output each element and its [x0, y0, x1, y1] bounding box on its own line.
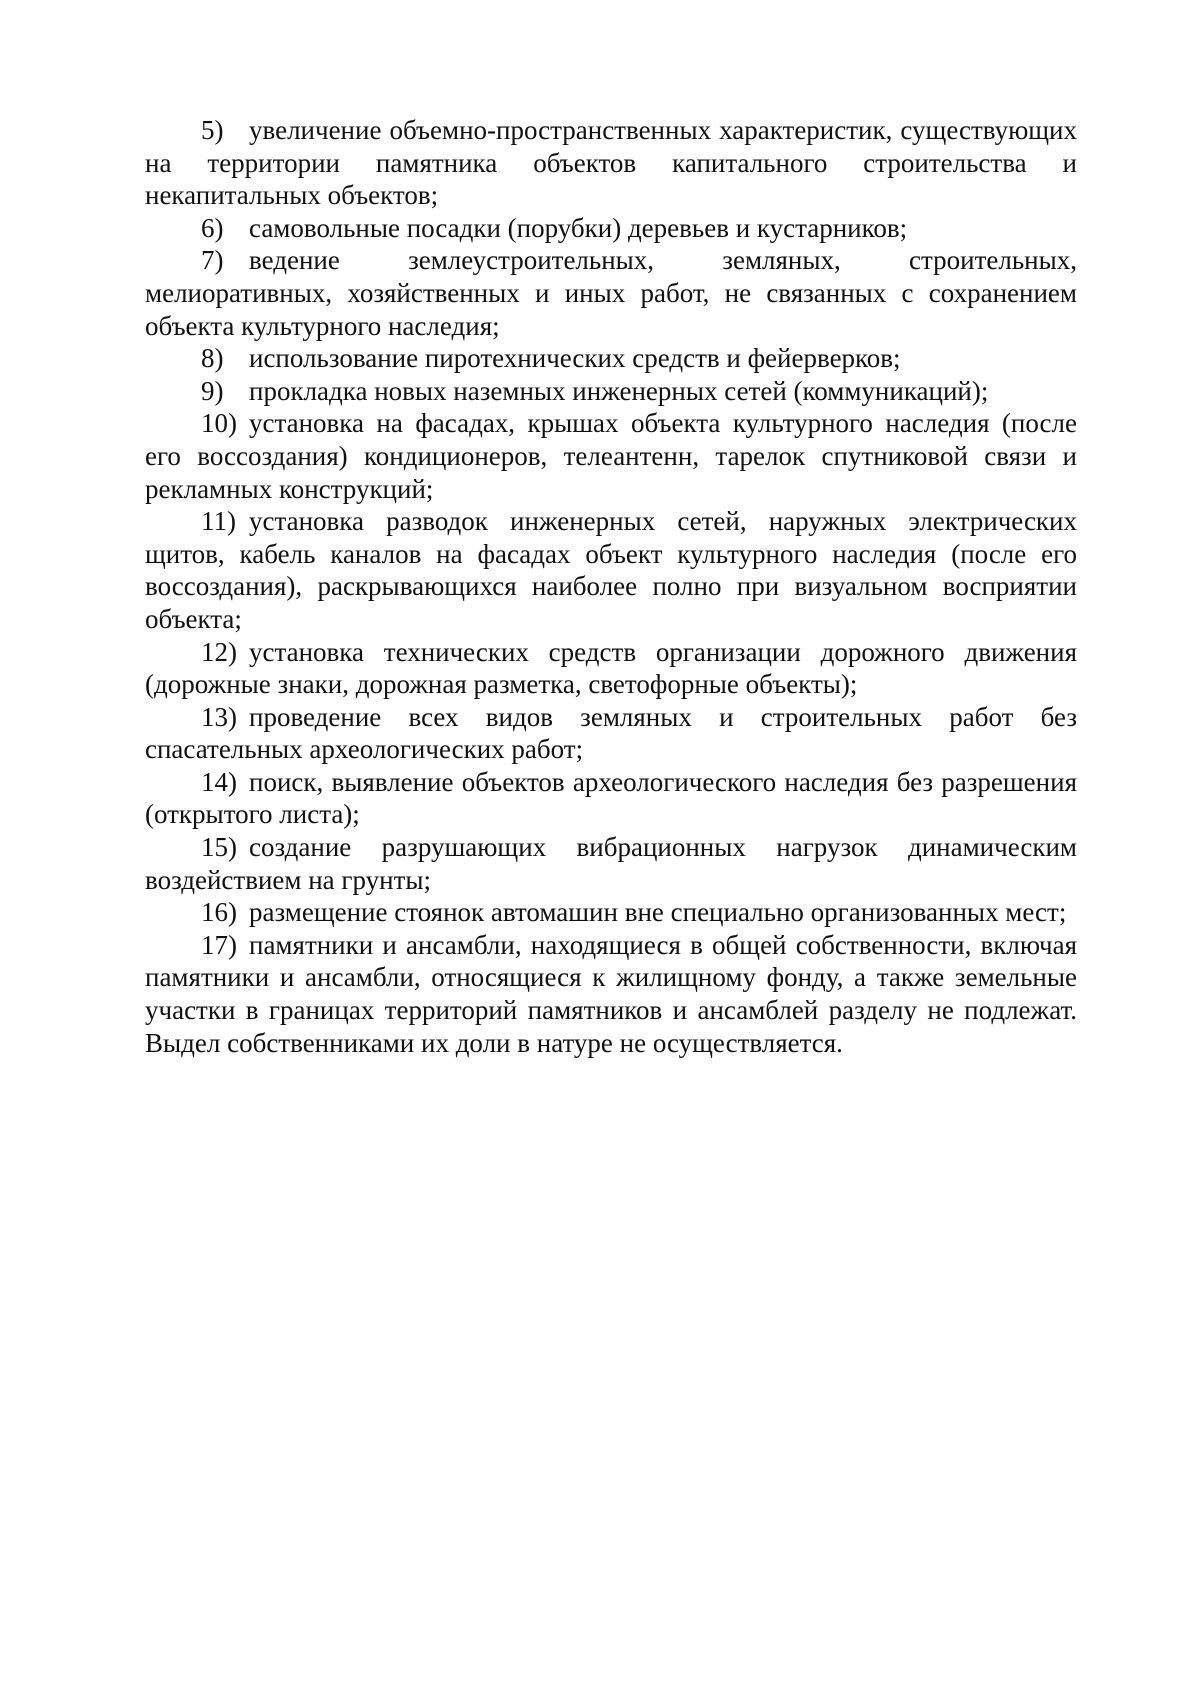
item-text: установка технических средств организации дорожного движения (дорожные знаки, дорожная разметка, светофорные объекты); [145, 636, 1077, 700]
list-item [145, 212, 1077, 245]
item-text: использование пиротехнических средств и фейерверков; [249, 343, 901, 374]
item-text: прокладка новых наземных инженерных сетей (коммуникаций); [249, 375, 989, 406]
list-item [145, 831, 1077, 896]
item-number: 17) [201, 929, 237, 960]
list-item [145, 505, 1077, 635]
item-number: 16) [201, 897, 237, 928]
list-item [145, 896, 1077, 929]
item-text: самовольные посадки (порубки) деревьев и кустарников; [249, 212, 908, 243]
item-number: 10) [201, 408, 237, 439]
item-number: 15) [201, 832, 237, 863]
list-item [145, 407, 1077, 505]
item-text: памятники и ансамбли, находящиеся в общей собственности, включая памятники и ансамбли, относящиеся к жилищному фонду, а также земельные участки в границах территорий памятников и ансамблей разделу не подлежат. Выдел собственниками их доли в натуре не осуществляется. [145, 929, 1077, 1058]
list-item [145, 929, 1077, 1059]
item-text: размещение стоянок автомашин вне специально организованных мест; [249, 897, 1067, 928]
item-text: создание разрушающих вибрационных нагрузок динамическим воздействием на грунты; [145, 832, 1077, 895]
list-item [145, 766, 1077, 831]
item-number: 7) [201, 245, 224, 276]
item-text: установка разводок инженерных сетей, наружных электрических щитов, кабель каналов на фасадах объект культурного наследия (после его воссоздания), раскрывающихся наиболее полно при визуальном восприятии объекта; [145, 506, 1077, 634]
item-number: 8) [201, 343, 224, 374]
item-text: ведение землеустроительных, земляных, строительных, мелиоративных, хозяйственных и иных работ, не связанных с сохранением объекта культурного наследия; [145, 245, 1077, 341]
list-item [145, 114, 1077, 212]
item-number: 12) [201, 636, 237, 667]
item-number: 9) [201, 375, 224, 406]
item-text: проведение всех видов земляных и строительных работ без спасательных археологических работ; [145, 701, 1077, 765]
list-item [145, 701, 1077, 766]
list-item [145, 342, 1077, 375]
document-body [145, 114, 1077, 1059]
list-item [145, 375, 1077, 408]
item-text: установка на фасадах, крышах объекта культурного наследия (после его воссоздания) кондиционеров, телеантенн, тарелок спутниковой связи и рекламных конструкций; [145, 408, 1077, 504]
list-item [145, 636, 1077, 701]
item-text: увеличение объемно-пространственных характеристик, существующих на территории памятника объектов капитального строительства и некапитальных объектов; [145, 115, 1077, 211]
item-number: 13) [201, 701, 237, 732]
item-number: 6) [201, 212, 224, 243]
item-number: 11) [201, 506, 236, 537]
list-item [145, 244, 1077, 342]
item-text: поиск, выявление объектов археологического наследия без разрешения (открытого листа); [145, 766, 1077, 830]
item-number: 5) [201, 115, 224, 145]
item-number: 14) [201, 766, 237, 797]
